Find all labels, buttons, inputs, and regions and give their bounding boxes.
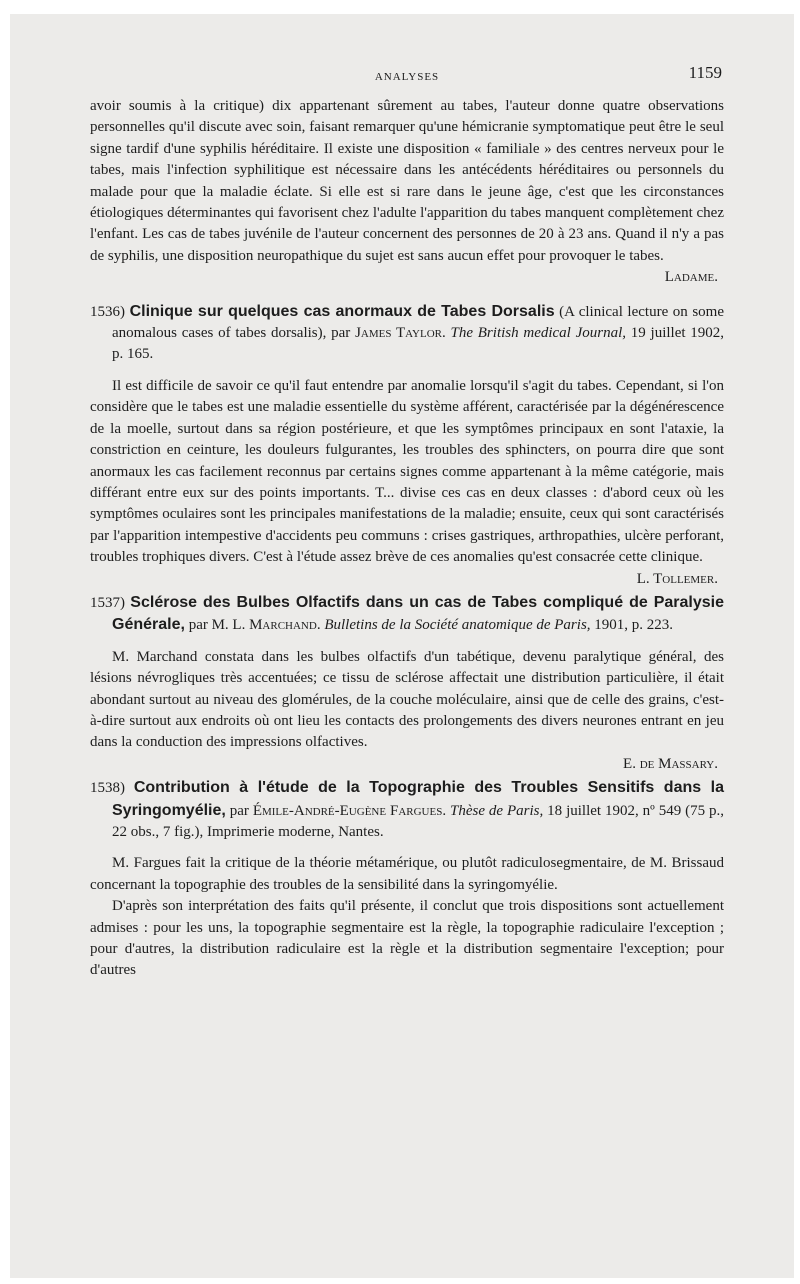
scanned-page (10, 14, 794, 1278)
entry-journal: The British medical Journal, (450, 325, 627, 342)
intro-paragraph: avoir soumis à la critique) dix appartenant sûrement au tabes, l'auteur donne quatre observations personnelles qu'il discute avec soin, faisant remarquer qu'une hémicranie symptomatique peut être le seul signe tardif d'une syphilis héréditaire. Il existe une disposition « familiale » des centres nerveux pour le tabes, mais l'infection syphilitique est nécessaire dans les antécédents héréditaires ou personnels du malade pour que la maladie éclate. Si elle est si rare dans le jeune âge, c'est que les circonstances étiologiques déterminantes qui favorisent chez l'adulte l'apparition du tabes manquent complètement chez l'enfant. Les cas de tabes juvénile de l'auteur concernent des personnes de 20 à 23 ans. Quand il n'y a pas de syphilis, une disposition neuropathique du sujet est sans aucun effet pour provoquer le tabes. (90, 98, 724, 264)
intro-signature: Ladame. (664, 269, 718, 286)
running-title: ANALYSES (374, 71, 440, 83)
entry-heading: 1536) Clinique sur quelques cas anormaux de Tabes Dorsalis (A clinical lecture on some anomalous cases of tabes dorsalis), par James Taylor. The British medical Journal, 19 juillet 1902, p. 165. (90, 302, 725, 363)
entry-title: Sclérose des Bulbes Olfactifs dans un cas de Tabes compliqué de Paralysie Générale, (112, 593, 725, 634)
page-content (90, 62, 724, 982)
entry-journal: Bulletins de la Société anatomique de Paris, (324, 617, 591, 634)
entry-title: Contribution à l'étude de la Topographie des Troubles Sensitifs dans la Syringomyélie, (112, 779, 725, 819)
entry-signature: E. de Massary. (623, 755, 718, 772)
entry-author: Émile-André-Eugène Fargues. (252, 802, 447, 819)
page-number: 1159 (688, 63, 722, 82)
entry-heading: 1537) Sclérose des Bulbes Olfactifs dans un cas de Tabes compliqué de Paralysie Générale, par M. L. Marchand. Bulletins de la Société anatomique de Paris, 1901, p. 223. (90, 593, 725, 634)
entry-signature: L. Tollemer. (636, 570, 718, 587)
entry-paragraph: Il est difficile de savoir ce qu'il faut entendre par anomalie lorsqu'il s'agit du tabes. Cependant, si l'on considère que le tabes est une maladie essentielle du système afférent, caractérisée par la dégénérescence de la moelle, surtout dans sa région postérieure, et que les symptômes principaux en sont l'ataxie, la constriction en ceinture, les douleurs fulgurantes, les troubles des sphincters, on pourra dire que sont anormaux les cas facilement reconnus par certains signes comme appartenant à la même catégorie, mais différant entre eux sur des points importants. T... divise ces cas en deux classes : d'abord ceux où les symptômes oculaires sont les principales manifestations de la maladie; ensuite, ceux qui sont caractérisés par l'apparition intempestive d'accidents peu communs : crises gastriques, arthropathies, ulcère perforant, troubles trophiques divers. C'est à l'étude assez brève de ces anomalies qu'est consacrée cette clinique. (90, 377, 724, 566)
entry-author: Marchand. (249, 617, 321, 634)
entry-title: Clinique sur quelques cas anormaux de Tabes Dorsalis (129, 302, 555, 320)
entry-paragraph: M. Fargues fait la critique de la théorie métamérique, ou plutôt radiculosegmentaire, de M. Brissaud concernant la topographie des troubles de la sensibilité dans la syringomyélie. (90, 855, 724, 893)
running-header (90, 62, 724, 96)
entry-paragraph: M. Marchand constata dans les bulbes olfactifs d'un tabétique, devenu paralytique général, des lésions névrogliques très accentuées; ce tissu de sclérose affectait une distribution particulière, il était abondant surtout au niveau des glomérules, de la couche moléculaire, ainsi que de celle des grains, c'est-à-dire surtout aux endroits où ont lieu les contacts des prolongements des divers neurones entrant en jeu dans la conduction des impressions olfactives. (90, 648, 724, 751)
entry-heading: 1538) Contribution à l'étude de la Topographie des Troubles Sensitifs dans la Syringomyélie, par Émile-André-Eugène Fargues. Thèse de Paris, 18 juillet 1902, nº 549 (75 p., 22 obs., 7 fig.), Imprimerie moderne, Nantes. (90, 779, 725, 840)
entry-journal: Thèse de Paris, (450, 802, 544, 819)
entry-author: James Taylor. (355, 325, 446, 342)
entry-paragraph: D'après son interprétation des faits qu'il présente, il conclut que trois dispositions sont actuellement admises : pour les uns, la topographie segmentaire est la règle, la topographie radiculaire l'exception ; pour d'autres, la distribution radiculaire est la règle et la distribution segmentaire l'exception; pour d'autres (90, 898, 724, 979)
